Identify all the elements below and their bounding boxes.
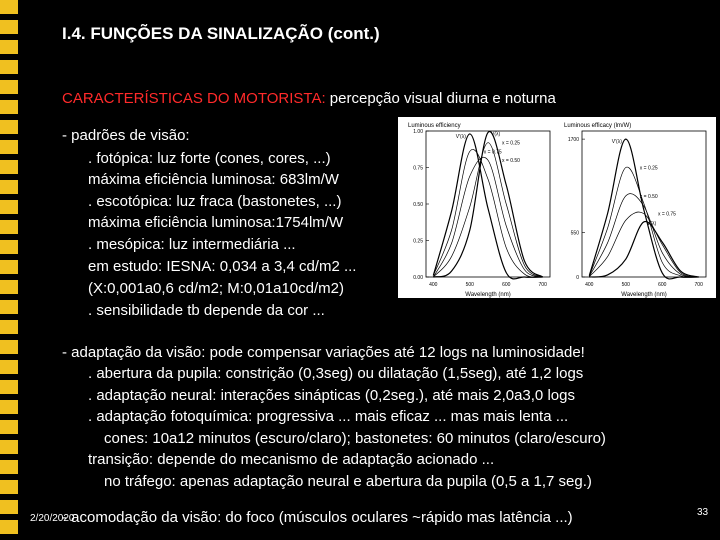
x-tick-label: 700: [694, 282, 703, 288]
x-tick-label: 600: [658, 282, 667, 288]
luminous-efficiency-figure: [398, 117, 716, 298]
page-number: 33: [697, 507, 709, 518]
subtitle-highlight: CARACTERÍSTICAS DO MOTORISTA:: [62, 90, 326, 107]
slide-subtitle: [62, 90, 556, 107]
y-tick-label: 1700: [567, 137, 579, 144]
y-tick-label: 0.00: [413, 275, 423, 281]
series-label: x = 0.25: [639, 165, 658, 172]
adaptation-line: . abertura da pupila: constrição (0,3seg) ou dilatação (1,5seg), até 1,2 logs: [88, 365, 584, 382]
series-label: V(λ): [647, 220, 657, 227]
x-axis-label: Wavelength (nm): [465, 292, 511, 298]
vision-line: em estudo: IESNA: 0,034 a 3,4 cd/m2 ...: [88, 258, 357, 275]
chart-title: Luminous efficiency: [408, 123, 461, 129]
left-decorative-stripe: [0, 0, 18, 540]
vision-line: . fotópica: luz forte (cones, cores, ...): [88, 150, 331, 167]
series-line: [589, 139, 698, 279]
x-tick-label: 500: [621, 282, 630, 288]
y-tick-label: 1.00: [413, 129, 423, 135]
vision-line: . mesópica: luz intermediária ...: [88, 236, 296, 253]
adaptation-line: . adaptação fotoquímica: progressiva ... mais eficaz ... mas mais lenta ...: [88, 408, 569, 425]
slide-title: I.4. FUNÇÕES DA SINALIZAÇÃO (cont.): [62, 24, 380, 43]
x-tick-label: 700: [538, 282, 547, 288]
vision-line: máxima eficiência luminosa:1754lm/W: [88, 214, 344, 231]
series-line: [589, 221, 698, 277]
subtitle-rest: percepção visual diurna e noturna: [325, 90, 556, 107]
footer-date: 2/20/2020: [30, 513, 75, 524]
y-tick-label: 0.75: [413, 165, 423, 172]
series-label: V'(λ): [455, 133, 466, 140]
vision-line: (X:0,001a0,6 cd/m2; M:0,01a10cd/m2): [88, 280, 344, 297]
x-tick-label: 400: [585, 282, 594, 288]
vision-heading: - padrões de visão:: [62, 127, 190, 144]
series-label: x = 0.50: [502, 158, 520, 165]
series-label: x = 0.50: [639, 193, 658, 200]
series-label: V'(λ): [611, 139, 622, 146]
luminous-efficiency-charts: [398, 117, 716, 298]
adaptation-heading: - adaptação da visão: pode compensar variações até 12 logs na luminosidade!: [62, 344, 585, 361]
adaptation-line: . adaptação neural: interações sinápticas (0,2seg.), até mais 2,0a3,0 logs: [88, 387, 575, 404]
series-line: [589, 194, 698, 277]
series-label: x = 0.25: [502, 140, 520, 147]
series-label: V(λ): [491, 131, 501, 138]
y-tick-label: 0.50: [413, 202, 423, 208]
accommodation-line: - acomodação da visão: do foco (músculos oculares ~rápido mas latência ...): [62, 509, 573, 526]
vision-line: . sensibilidade tb depende da cor ...: [88, 302, 325, 319]
series-line: [433, 134, 542, 279]
series-label: x = 0.75: [658, 211, 676, 218]
x-axis-label: Wavelength (nm): [621, 292, 667, 298]
series-label: x = 0.75: [483, 149, 502, 156]
x-tick-label: 600: [502, 282, 511, 288]
x-tick-label: 500: [465, 282, 474, 288]
vision-line: máxima eficiência luminosa: 683lm/W: [88, 171, 339, 188]
y-tick-label: 0.25: [413, 238, 423, 245]
x-tick-label: 400: [429, 282, 438, 288]
vision-line: . escotópica: luz fraca (bastonetes, ...): [88, 193, 342, 210]
series-line: [433, 149, 542, 277]
y-tick-label: 550: [570, 230, 579, 237]
adaptation-line: no tráfego: apenas adaptação neural e abertura da pupila (0,5 a 1,7 seg.): [104, 473, 592, 490]
adaptation-line: cones: 10a12 minutos (escuro/claro); bastonetes: 60 minutos (claro/escuro): [104, 430, 606, 447]
y-tick-label: 0: [576, 275, 579, 281]
adaptation-line: transição: depende do mecanismo de adaptação acionado ...: [88, 451, 495, 468]
chart-title: Luminous efficacy (lm/W): [564, 123, 632, 129]
